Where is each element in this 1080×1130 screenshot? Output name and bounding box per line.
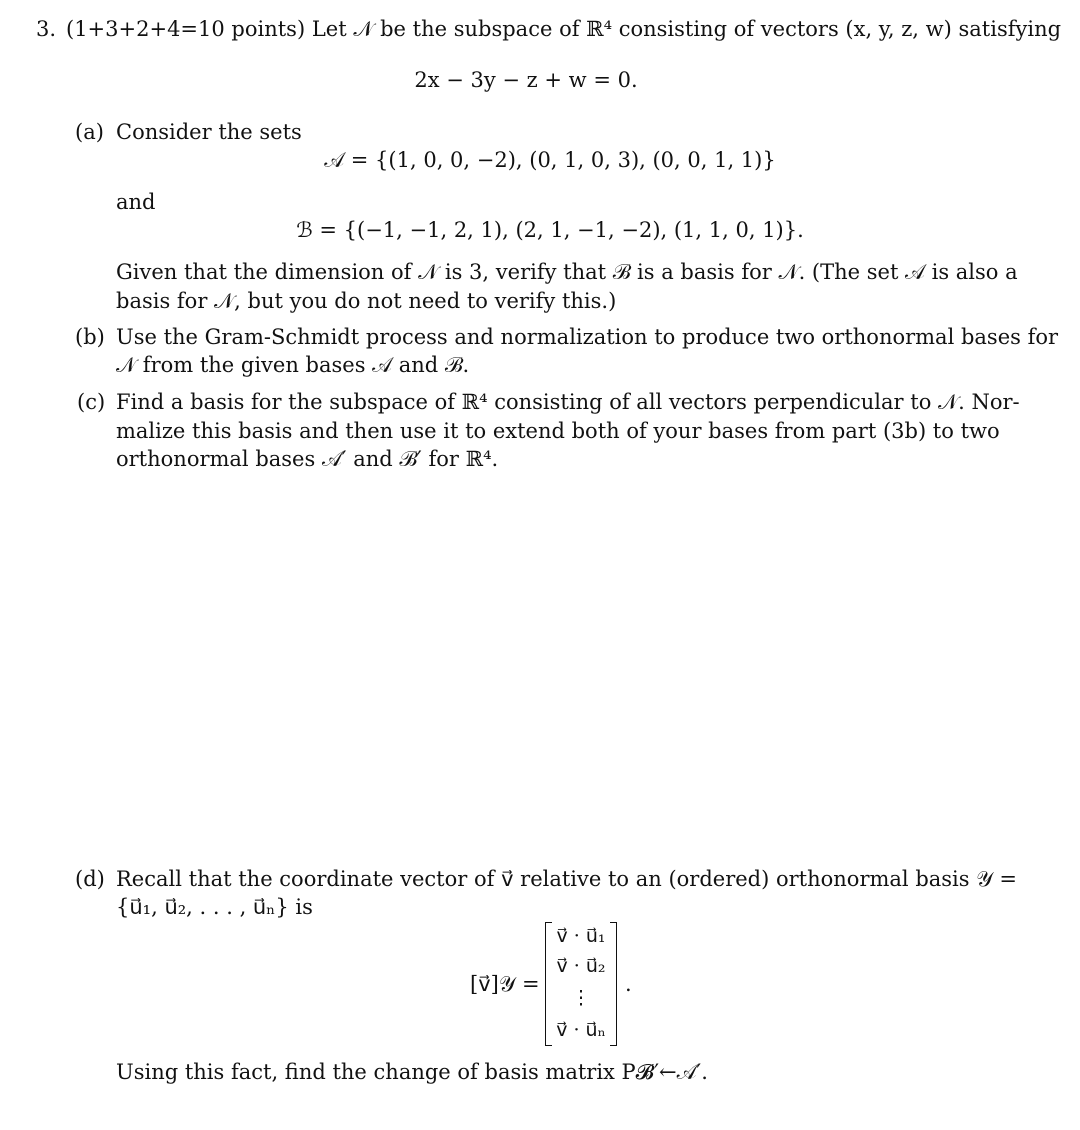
part-a-label: (a): [75, 120, 104, 144]
part-b-text-line2: 𝒩 from the given bases 𝒜 and ℬ.: [116, 353, 470, 377]
coordinate-vector-lhs: [v⃗]𝒴 =: [470, 972, 540, 996]
matrix-row-2: v⃗ · u⃗₂: [556, 955, 606, 977]
part-b-text-line1: Use the Gram-Schmidt process and normalization to produce two orthonormal bases for: [116, 325, 1059, 349]
part-a-intro: Consider the sets: [116, 120, 302, 144]
part-a-and: and: [116, 190, 156, 214]
part-c-text-line2: malize this basis and then use it to extend both of your bases from part (3b) to two: [116, 419, 1000, 443]
matrix-row-vdots: ⋮: [571, 987, 591, 1009]
part-d-text-line1: Recall that the coordinate vector of v⃗ relative to an (ordered) orthonormal basis 𝒴 =: [116, 867, 1017, 891]
part-c-text-line3: orthonormal bases 𝒜′ and ℬ′ for ℝ⁴.: [116, 447, 499, 471]
matrix-row-1: v⃗ · u⃗₁: [556, 925, 606, 947]
matrix-row-n: v⃗ · u⃗ₙ: [556, 1019, 606, 1041]
problem-intro: (1+3+2+4=10 points) Let 𝒩 be the subspace of ℝ⁴ consisting of vectors (x, y, z, w) satisfying: [66, 17, 1062, 41]
part-d-label: (d): [75, 867, 105, 891]
set-a: 𝒜 = {(1, 0, 0, −2), (0, 1, 0, 3), (0, 0, 1, 1)}: [324, 148, 776, 172]
set-b: ℬ = {(−1, −1, 2, 1), (2, 1, −1, −2), (1, 1, 0, 1)}.: [296, 218, 804, 242]
defining-equation: 2x − 3y − z + w = 0.: [414, 68, 638, 92]
problem-number: 3.: [36, 17, 57, 41]
coordinate-vector-matrix: [545, 922, 617, 1046]
right-bracket: [610, 922, 617, 1046]
part-a-text-line2: basis for 𝒩, but you do not need to verify this.): [116, 289, 617, 313]
part-a-text-line1: Given that the dimension of 𝒩 is 3, verify that ℬ is a basis for 𝒩. (The set 𝒜 is also a: [116, 260, 1018, 284]
part-b-label: (b): [75, 325, 105, 349]
matrix-trailing-dot: .: [625, 972, 632, 996]
part-c-label: (c): [77, 390, 106, 414]
part-c-text-line1: Find a basis for the subspace of ℝ⁴ consisting of all vectors perpendicular to 𝒩. Nor-: [116, 390, 1020, 414]
part-d-text-line2: {u⃗₁, u⃗₂, . . . , u⃗ₙ} is: [116, 895, 313, 919]
part-d-final-line: Using this fact, find the change of basis matrix P𝓑′←𝒜′.: [116, 1060, 708, 1084]
